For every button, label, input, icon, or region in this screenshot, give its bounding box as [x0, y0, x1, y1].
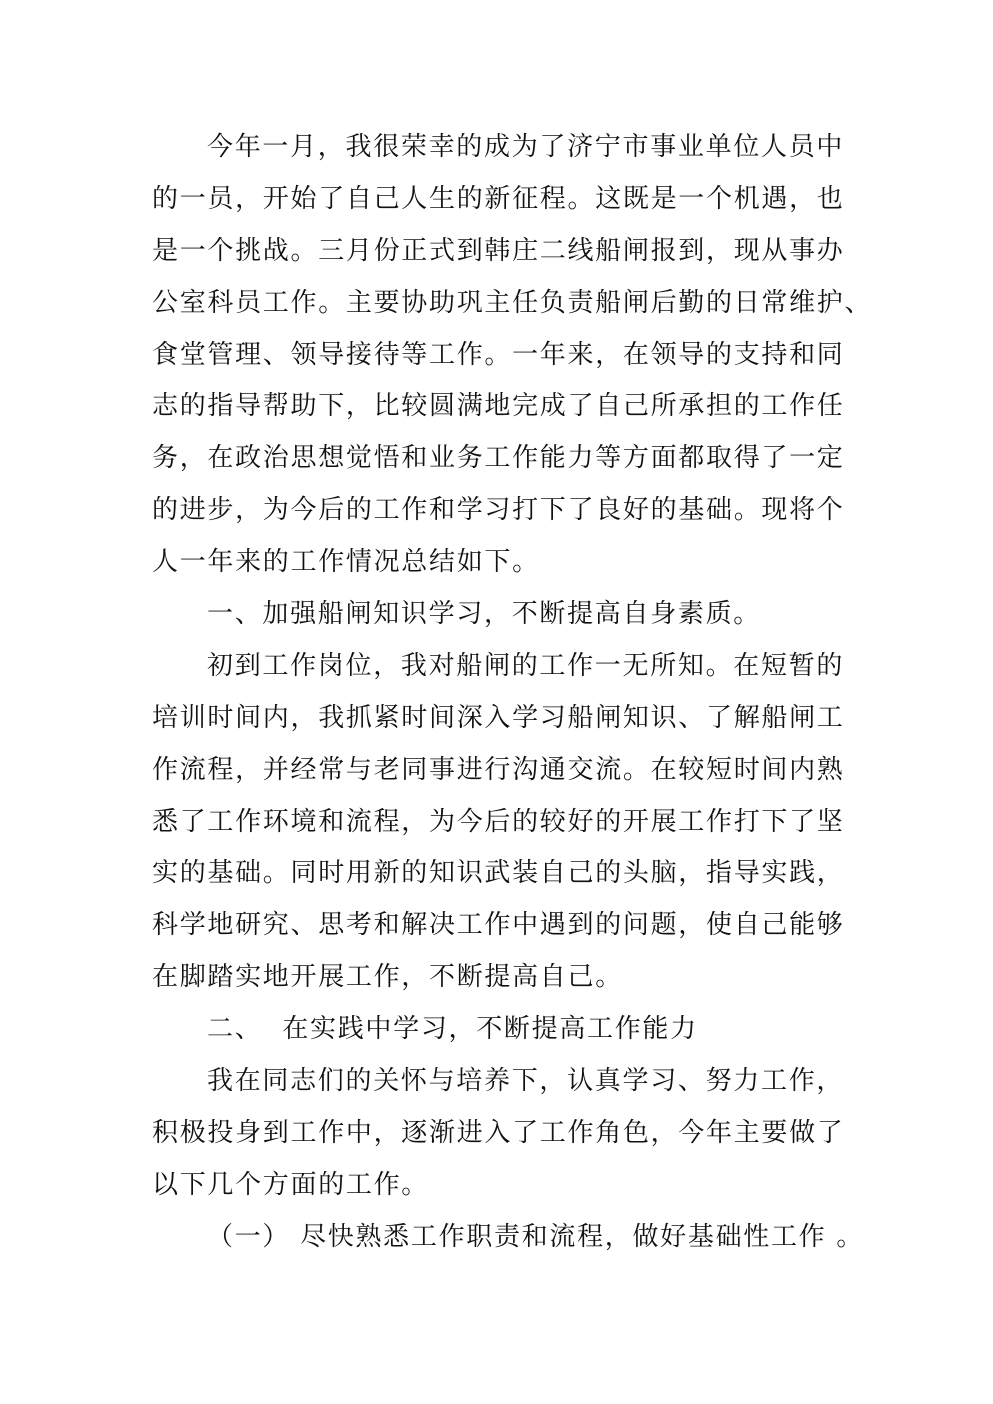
text-line: 培训时间内，我抓紧时间深入学习船闸知识、了解船闸工	[152, 702, 845, 733]
text-line: 实的基础。同时用新的知识武装自己的头脑，指导实践，	[152, 858, 845, 889]
text-line: 食堂管理、领导接待等工作。一年来，在领导的支持和同	[152, 339, 845, 370]
text-line: 今年一月，我很荣幸的成为了济宁市事业单位人员中	[207, 132, 845, 162]
text-line: 科学地研究、思考和解决工作中遇到的问题，使自己能够	[152, 910, 845, 941]
text-line: 以下几个方面的工作。	[152, 1169, 430, 1200]
text-line: 志的指导帮助下，比较圆满地完成了自己所承担的工作任	[152, 391, 845, 422]
text-line: 人一年来的工作情况总结如下。	[152, 547, 540, 578]
text-line: 是一个挑战。三月份正式到韩庄二线船闸报到，现从事办	[152, 235, 845, 266]
text-line: 初到工作岗位，我对船闸的工作一无所知。在短暂的	[207, 650, 845, 681]
text-line: 我在同志们的关怀与培养下，认真学习、努力工作，	[207, 1066, 845, 1097]
text-line: 一、加强船闸知识学习，不断提高自身素质。	[207, 599, 762, 630]
text-line: 作流程，并经常与老同事进行沟通交流。在较短时间内熟	[152, 754, 845, 785]
text-line: 的进步，为今后的工作和学习打下了良好的基础。现将个	[152, 495, 845, 526]
text-line: 积极投身到工作中，逐渐进入了工作角色，今年主要做了	[152, 1117, 845, 1148]
text-line: 的一员，开始了自己人生的新征程。这既是一个机遇，也	[152, 183, 845, 214]
text-line: 悉了工作环境和流程，为今后的较好的开展工作打下了坚	[152, 806, 845, 837]
text-line: 公室科员工作。主要协助巩主任负责船闸后勤的日常维护、	[152, 287, 873, 318]
text-line: 务，在政治思想觉悟和业务工作能力等方面都取得了一定	[152, 443, 845, 474]
text-line: 在脚踏实地开展工作，不断提高自己。	[152, 962, 623, 993]
text-line: 二、 在实践中学习，不断提高工作能力	[207, 1014, 698, 1045]
text-line: （一） 尽快熟悉工作职责和流程，做好基础性工作 。	[207, 1221, 865, 1252]
document-page	[152, 122, 873, 1264]
